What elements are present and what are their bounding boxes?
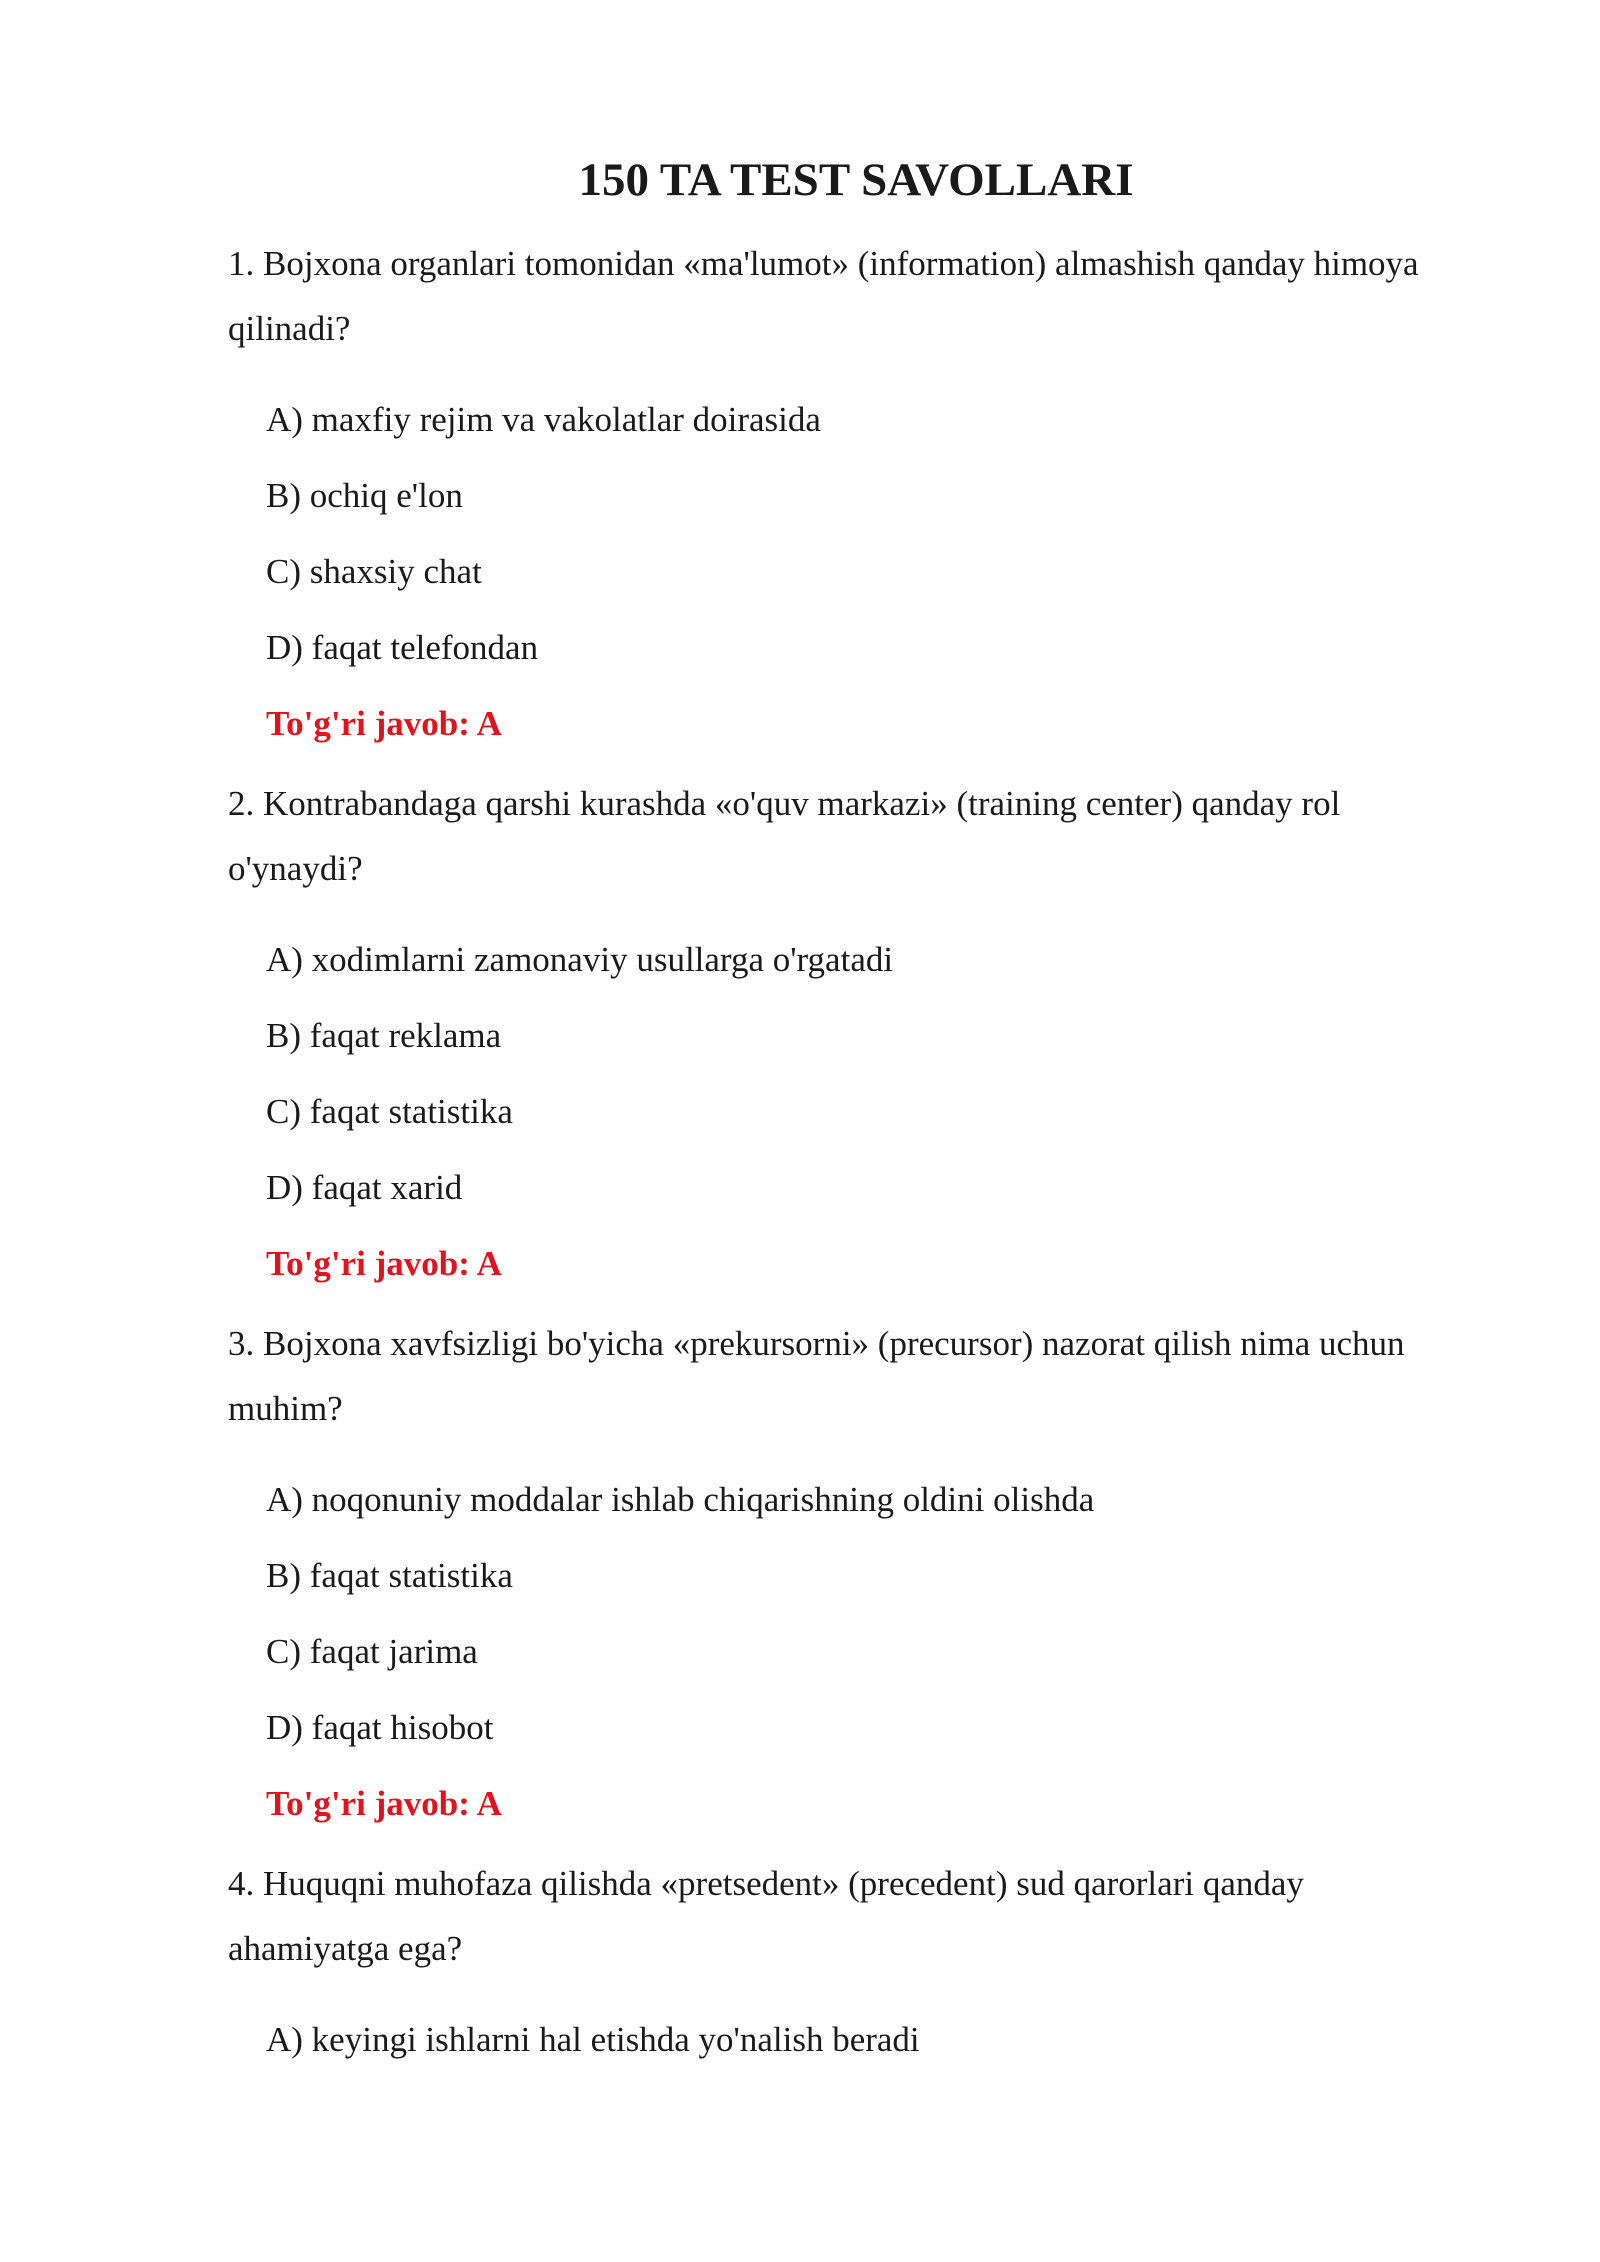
question-1-text: 1. Bojxona organlari tomonidan «ma'lumot» (information) almashish qanday himoya qilinadi? (228, 244, 1419, 348)
question-3-option-c: C) faqat jarima (266, 1632, 478, 1671)
question-3-text: 3. Bojxona xavfsizligi bo'yicha «prekursorni» (precursor) nazorat qilish nima uchun muhim? (228, 1324, 1405, 1428)
question-1-option-d: D) faqat telefondan (266, 628, 539, 667)
question-1-answer: To'g'ri javob: A (266, 704, 502, 743)
question-3-option-a: A) noqonuniy moddalar ishlab chiqarishning oldini olishda (266, 1480, 1095, 1519)
question-1-option-c: C) shaxsiy chat (266, 552, 482, 591)
question-3-option-b: B) faqat statistika (266, 1556, 513, 1595)
question-3-option-d: D) faqat hisobot (266, 1708, 494, 1747)
question-2-answer: To'g'ri javob: A (266, 1244, 502, 1283)
question-2-option-c: C) faqat statistika (266, 1092, 513, 1131)
question-4-option-a: A) keyingi ishlarni hal etishda yo'nalish beradi (266, 2020, 920, 2059)
question-2-option-a: A) xodimlarni zamonaviy usullarga o'rgatadi (266, 940, 894, 979)
question-2-option-b: B) faqat reklama (266, 1016, 502, 1055)
question-1-option-b: B) ochiq e'lon (266, 476, 463, 515)
page-title: 150 TA TEST SAVOLLARI (578, 154, 1134, 206)
question-2-option-d: D) faqat xarid (266, 1168, 463, 1207)
question-1-option-a: A) maxfiy rejim va vakolatlar doirasida (266, 400, 821, 439)
question-2-text: 2. Kontrabandaga qarshi kurashda «o'quv markazi» (training center) qanday rol o'ynaydi? (228, 784, 1341, 888)
question-4-text: 4. Huquqni muhofaza qilishda «pretsedent» (precedent) sud qarorlari qanday ahamiyatga ega? (228, 1864, 1304, 1968)
question-3-answer: To'g'ri javob: A (266, 1784, 502, 1823)
